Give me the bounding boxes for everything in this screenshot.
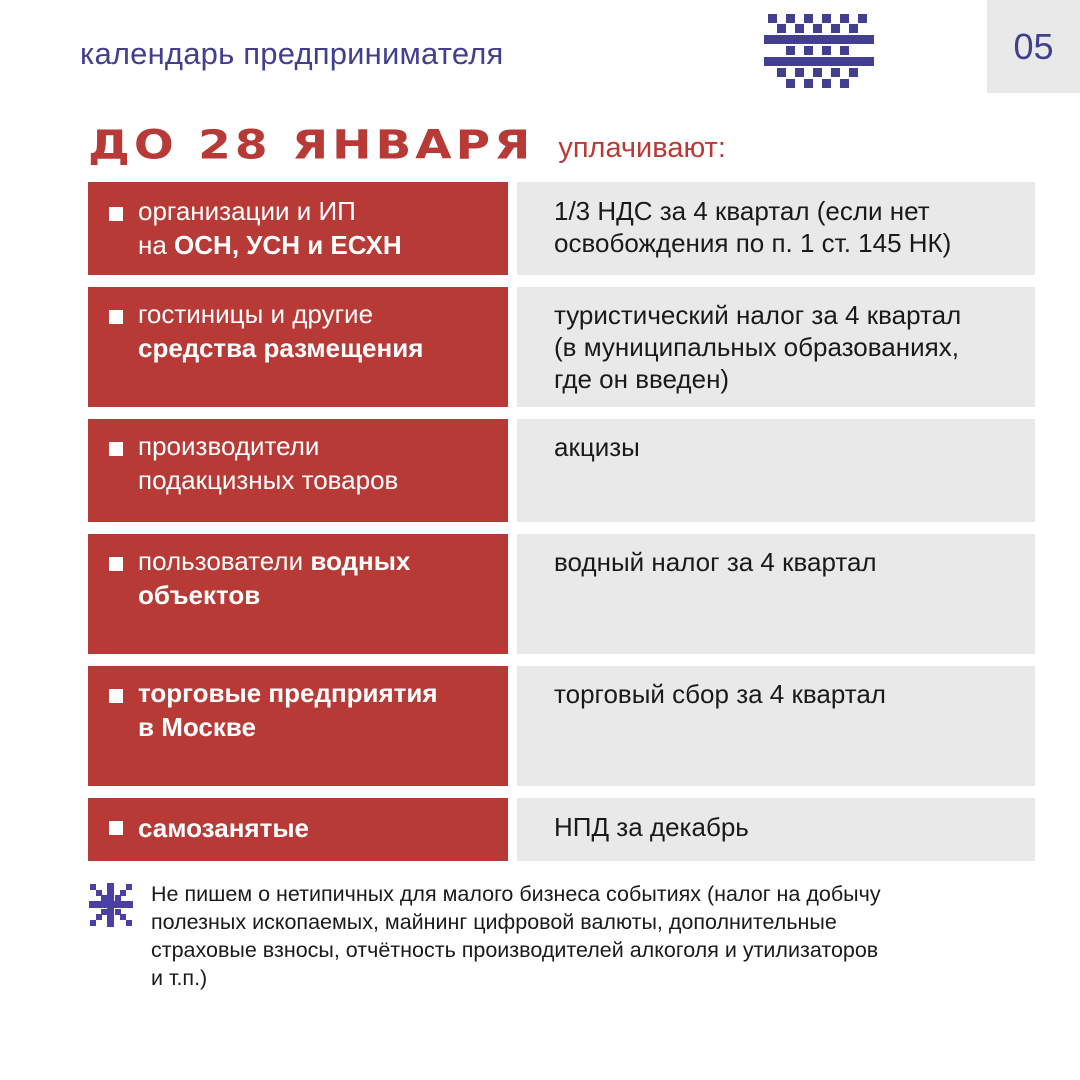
taxpayer-label xyxy=(138,429,500,497)
taxpayer-label xyxy=(138,676,500,744)
taxpayer-label xyxy=(138,297,500,365)
bold-text-segment: в Москве xyxy=(138,712,256,742)
payment-cell xyxy=(517,798,1035,861)
payment-label xyxy=(554,811,1025,843)
page-title: календарь предпринимателя xyxy=(80,36,504,71)
payment-cell xyxy=(517,182,1035,275)
deadline-date: ДО 28 ЯНВАРЯ xyxy=(88,121,535,169)
taxpayer-label xyxy=(138,811,500,845)
text-line: где он введен) xyxy=(554,364,730,394)
taxpayer-label xyxy=(138,544,500,612)
taxpayer-cell xyxy=(88,666,508,786)
text-line: освобождения по п. 1 ст. 145 НК) xyxy=(554,228,952,258)
text-segment: гостиницы и другие xyxy=(138,299,374,329)
text-line: НПД за декабрь xyxy=(554,812,749,842)
bold-text-segment: самозанятые xyxy=(138,813,309,843)
taxpayer-cell xyxy=(88,287,508,407)
page-number: 05 xyxy=(1013,25,1054,67)
tax-row xyxy=(88,798,1035,861)
text-line: туристический налог за 4 квартал xyxy=(554,300,962,330)
text-line: Не пишем о нетипичных для малого бизнеса событиях (налог на добычу xyxy=(151,882,881,906)
text-line: торговый сбор за 4 квартал xyxy=(554,679,886,709)
payment-label xyxy=(554,678,1025,710)
bold-text-segment: объектов xyxy=(138,580,261,610)
text-segment: на xyxy=(138,230,175,260)
deadline-subtitle: уплачивают: xyxy=(558,132,726,164)
text-line: (в муниципальных образованиях, xyxy=(554,332,959,362)
text-line: и т.п.) xyxy=(151,966,208,990)
snowflake-icon xyxy=(88,882,134,928)
tax-row xyxy=(88,419,1035,522)
square-bullet-icon xyxy=(109,689,123,703)
tax-row xyxy=(88,182,1035,275)
text-line: полезных ископаемых, майнинг цифровой валюты, дополнительные xyxy=(151,910,837,934)
pixel-snowflake-icon xyxy=(760,10,878,94)
square-bullet-icon xyxy=(109,442,123,456)
payment-label xyxy=(554,299,1025,395)
payment-label xyxy=(554,431,1025,463)
taxpayer-cell xyxy=(88,182,508,275)
payment-cell xyxy=(517,534,1035,654)
payment-cell xyxy=(517,419,1035,522)
text-line: водный налог за 4 квартал xyxy=(554,547,877,577)
square-bullet-icon xyxy=(109,207,123,221)
text-line: 1/3 НДС за 4 квартал (если нет xyxy=(554,196,930,226)
deadline-heading xyxy=(88,114,726,169)
tax-row xyxy=(88,534,1035,654)
square-bullet-icon xyxy=(109,310,123,324)
text-segment: подакцизных товаров xyxy=(138,465,399,495)
taxpayer-label xyxy=(138,194,500,262)
tax-row xyxy=(88,287,1035,407)
square-bullet-icon xyxy=(109,821,123,835)
text-segment: производители xyxy=(138,431,320,461)
taxpayer-cell xyxy=(88,534,508,654)
bold-text-segment: средства размещения xyxy=(138,333,424,363)
text-line: страховые взносы, отчётность производителей алкоголя и утилизаторов xyxy=(151,938,879,962)
text-line: акцизы xyxy=(554,432,640,462)
text-segment: организации и ИП xyxy=(138,196,356,226)
bold-text-segment: торговые предприятия xyxy=(138,678,438,708)
footnote-text xyxy=(151,880,1031,992)
page-number-box xyxy=(987,0,1080,93)
square-bullet-icon xyxy=(109,557,123,571)
taxpayer-cell xyxy=(88,419,508,522)
tax-row xyxy=(88,666,1035,786)
bold-text-segment: водных xyxy=(310,546,411,576)
payment-label xyxy=(554,546,1025,578)
bold-text-segment: ОСН, УСН и ЕСХН xyxy=(174,230,402,260)
payment-cell xyxy=(517,666,1035,786)
payment-label xyxy=(554,195,1025,259)
text-segment: пользователи xyxy=(138,546,311,576)
taxpayer-cell xyxy=(88,798,508,861)
payment-cell xyxy=(517,287,1035,407)
